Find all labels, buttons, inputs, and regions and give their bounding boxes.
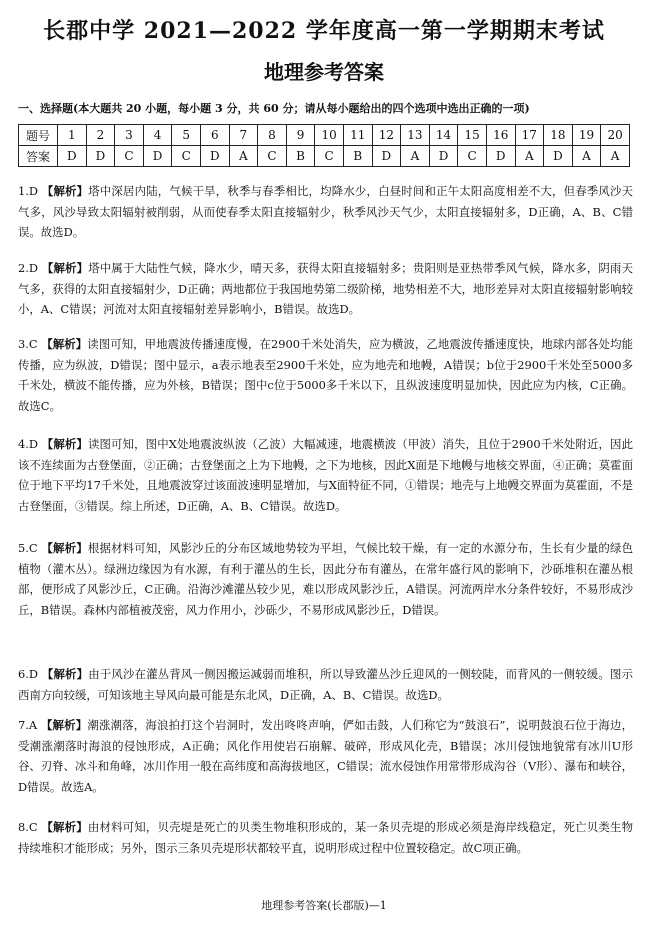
answer-explanation-2 (18, 258, 633, 320)
answer-cell: C (172, 146, 201, 167)
answer-cell: D (372, 146, 401, 167)
question-number-row (19, 125, 630, 146)
question-number: 19 (572, 125, 601, 146)
section-heading: 一、选择题(本大题共 20 小题，每小题 3 分，共 60 分；请从每小题给出的四个选项中选出正确的一项) (18, 102, 530, 115)
question-number: 10 (315, 125, 344, 146)
explanation-text: 塔中属于大陆性气候，降水少，晴天多，获得太阳直接辐射多；贵阳则是亚热带季风气候，降水多，阴雨天气多，获得的太阳直接辐射少，D正确；两地都位于我国地势第二级阶梯，地势相差不大，地形差异对太阳直接辐射影响较小，A、C错误；河流对太阳直接辐射差异影响小，B错误。故选D。 (18, 261, 633, 316)
analysis-tag: 【解析】 (41, 184, 89, 198)
question-number: 17 (515, 125, 544, 146)
explanation-text: 读图可知，图中X处地震波纵波（乙波）大幅减速，地震横波（甲波）消失，且位于2900千米处附近，因此该不连续面为古登堡面，②正确；古登堡面之上为下地幔，之下为地核，因此X面是下地幔与地核交界面，④正确；莫霍面位于地下平均17千米处，且地震波穿过该面波速明显增加，与X面特征不同，①错误；地壳与上地幔交界面为莫霍面，不是古登堡面，③错误。综上所述，D正确，A、B、C错误。故选D。 (18, 437, 633, 513)
answer-key-subtitle: 地理参考答案 (264, 60, 384, 84)
question-number-answer: 2.D (18, 261, 39, 275)
question-number-answer: 5.C (18, 541, 38, 555)
answer-cell: D (486, 146, 515, 167)
answer-cell: A (401, 146, 430, 167)
analysis-tag: 【解析】 (41, 437, 88, 451)
row-label: 答案 (19, 146, 58, 167)
question-number: 1 (58, 125, 87, 146)
explanation-text: 由材料可知，贝壳堤是死亡的贝类生物堆积形成的，某一条贝壳堤的形成必须是海岸线稳定，死亡贝类生物持续堆积才能形成；另外，图示三条贝壳堤形状都较平直，说明形成过程中位置较稳定。故C项正确。 (18, 820, 633, 855)
answer-explanation-3 (18, 334, 633, 416)
explanation-text: 读图可知，甲地震波传播速度慢，在2900千米处消失，应为横波，乙地震波传播速度快，地球内部各处均能传播，应为纵波，D错误；图中显示，a表示地表至2900千米处，应为地壳和地幔，A错误；b位于2900千米处至5000多千米处，横波不能传播，应为外核，B错误；图中c位于5000多千米以下，且纵波速度明显加快，因此应为内核，C正确。故选C。 (18, 337, 633, 413)
question-number-answer: 8.C (18, 820, 38, 834)
question-number-answer: 3.C (18, 337, 38, 351)
question-number: 3 (115, 125, 144, 146)
answer-cell: C (458, 146, 487, 167)
answer-cell: B (343, 146, 372, 167)
question-number: 18 (544, 125, 573, 146)
answer-cell: D (200, 146, 229, 167)
answer-cell: D (544, 146, 573, 167)
question-number: 11 (343, 125, 372, 146)
question-number: 9 (286, 125, 315, 146)
answer-cell: A (601, 146, 630, 167)
answer-cell: D (58, 146, 87, 167)
analysis-tag: 【解析】 (41, 667, 89, 681)
answer-explanation-1 (18, 181, 633, 243)
question-number: 16 (486, 125, 515, 146)
analysis-tag: 【解析】 (41, 261, 89, 275)
answer-explanation-5 (18, 538, 633, 620)
answer-explanation-4 (18, 434, 633, 516)
explanation-text: 潮涨潮落，海浪拍打这个岩洞时，发出咚咚声响，俨如击鼓，人们称它为“鼓浪石”，说明鼓浪石位于海边，受潮涨潮落时海浪的侵蚀形成，A正确；风化作用使岩石崩解、破碎，形成风化壳，B错误；冰川侵蚀地貌常有冰川U形谷、刃脊、冰斗和角峰，冰川作用一般在高纬度和高海拔地区，C错误；流水侵蚀作用常带形成沟谷（V形）、瀑布和峡谷，D错误。故选A。 (18, 718, 633, 794)
answer-cell: D (143, 146, 172, 167)
answer-cell: A (229, 146, 258, 167)
question-number-answer: 7.A (18, 718, 38, 732)
answer-explanation-8 (18, 817, 633, 858)
explanation-text: 根据材料可知，风影沙丘的分布区域地势较为平坦，气候比较干燥，有一定的水源分布，生长有少量的绿色植物（灌木丛）。绿洲边缘因为有水源，有利于灌丛的生长，因此分布有灌丛，在常年盛行风的影响下，沙砾堆积在灌丛根部，便形成了风影沙丘，C正确。沿海沙滩灌丛较少见，难以形成风影沙丘，A错误。河流两岸水分条件较好，不易形成沙丘，B错误。森林内部植被茂密，风力作用小，沙砾少，不易形成风影沙丘，D错误。 (18, 541, 633, 617)
answer-cell: A (515, 146, 544, 167)
question-number: 5 (172, 125, 201, 146)
question-number: 8 (258, 125, 287, 146)
question-number: 14 (429, 125, 458, 146)
explanation-text: 塔中深居内陆，气候干旱，秋季与春季相比，均降水少，白昼时间和正午太阳高度相差不大，但春季风沙天气多，风沙导致太阳辐射被削弱，从而使春季太阳直接辐射少，秋季风沙天气少，太阳直接辐射多，D正确，A、B、C错误。故选D。 (18, 184, 633, 239)
row-label: 题号 (19, 125, 58, 146)
answer-cell: C (115, 146, 144, 167)
analysis-tag: 【解析】 (40, 718, 88, 732)
analysis-tag: 【解析】 (41, 820, 88, 834)
explanation-text: 由于风沙在灌丛背风一侧因搬运减弱而堆积，所以导致灌丛沙丘迎风的一侧较陡，而背风的一侧较缓。图示西南方向较缓，可知该地主导风向最可能是东北风，D正确，A、B、C错误。故选D。 (18, 667, 633, 702)
answer-cell: D (86, 146, 115, 167)
question-number: 2 (86, 125, 115, 146)
question-number: 20 (601, 125, 630, 146)
answer-explanation-6 (18, 664, 633, 705)
answer-row (19, 146, 630, 167)
question-number: 4 (143, 125, 172, 146)
analysis-tag: 【解析】 (41, 541, 88, 555)
answer-explanation-7 (18, 715, 633, 797)
answer-table (18, 124, 630, 167)
question-number: 13 (401, 125, 430, 146)
question-number: 7 (229, 125, 258, 146)
analysis-tag: 【解析】 (41, 337, 88, 351)
question-number: 15 (458, 125, 487, 146)
answer-cell: C (315, 146, 344, 167)
answer-cell: D (429, 146, 458, 167)
question-number-answer: 1.D (18, 184, 39, 198)
question-number: 6 (200, 125, 229, 146)
answer-cell: A (572, 146, 601, 167)
question-number-answer: 6.D (18, 667, 39, 681)
question-number-answer: 4.D (18, 437, 39, 451)
question-number: 12 (372, 125, 401, 146)
answer-cell: C (258, 146, 287, 167)
page-footer: 地理参考答案(长郡版)—1 (261, 899, 387, 912)
exam-title: 长郡中学 2021—2022 学年度高一第一学期期末考试 (43, 18, 605, 44)
answer-cell: B (286, 146, 315, 167)
